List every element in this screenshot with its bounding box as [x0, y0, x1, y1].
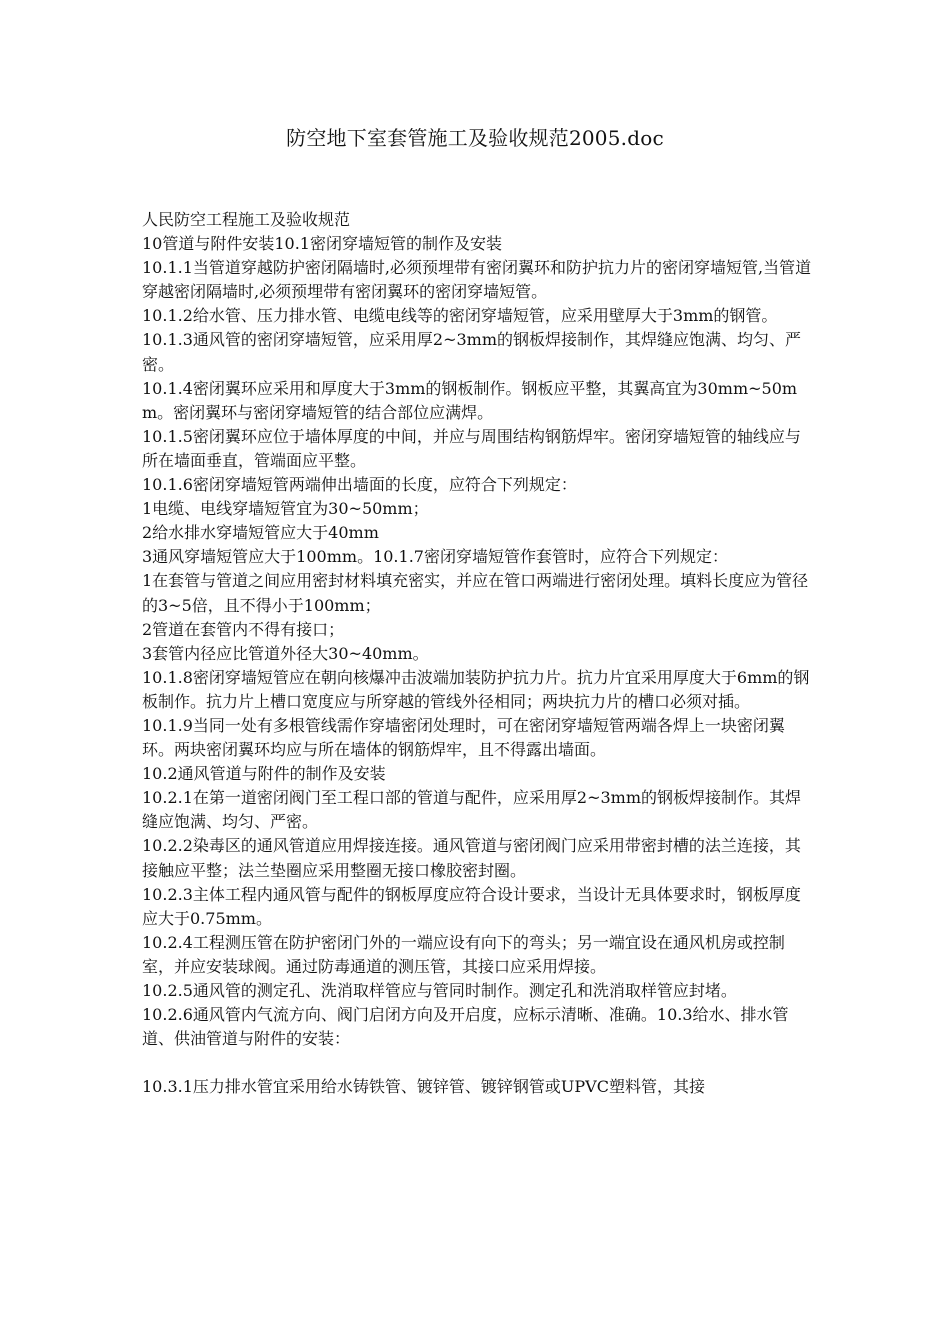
- paragraph: 10.2.5通风管的测定孔、洗消取样管应与管同时制作。测定孔和洗消取样管应封堵。: [142, 981, 737, 1000]
- paragraph: 10.1.2给水管、压力排水管、电缆电线等的密闭穿墙短管，应采用壁厚大于3mm的钢管。: [142, 306, 778, 326]
- paragraph: 10.2.6通风管内气流方向、阀门启闭方向及开启度，应标示清晰、准确。10.3给水、排水管道、供油管道与附件的安装：: [142, 1005, 789, 1049]
- paragraph: 10管道与附件安装10.1密闭穿墙短管的制作及安装: [142, 234, 502, 254]
- paragraph: 2给水排水穿墙短管应大于40mm: [142, 523, 379, 543]
- paragraph: 10.2.3主体工程内通风管与配件的钢板厚度应符合设计要求，当设计无具体要求时，钢板厚度应大于0.75mm。: [142, 884, 801, 928]
- paragraph: 10.2.1在第一道密闭阀门至工程口部的管道与配件，应采用厚2~3mm的钢板焊接制作。其焊缝应饱满、均匀、严密。: [142, 788, 802, 832]
- paragraph: 10.3.1压力排水管宜采用给水铸铁管、镀锌管、镀锌钢管或UPVC塑料管，其接: [142, 1077, 705, 1097]
- paragraph: 10.2.2染毒区的通风管道应用焊接连接。通风管道与密闭阀门应采用带密封槽的法兰连接，其接触应平整；法兰垫圈应采用整圈无接口橡胶密封圈。: [142, 836, 801, 880]
- paragraph: 1电缆、电线穿墙短管宜为30~50mm；: [142, 499, 429, 519]
- document-body: [142, 208, 812, 1099]
- document-title: 防空地下室套管施工及验收规范2005.doc: [286, 126, 664, 150]
- paragraph: 1在套管与管道之间应用密封材料填充密实，并应在管口两端进行密闭处理。填料长度应为管径的3~5倍，且不得小于100mm；: [142, 571, 809, 615]
- paragraph: 10.1.6密闭穿墙短管两端伸出墙面的长度，应符合下列规定：: [142, 475, 577, 495]
- paragraph: 2管道在套管内不得有接口；: [142, 619, 345, 639]
- paragraph: 10.2通风管道与附件的制作及安装: [142, 764, 386, 784]
- paragraph: 10.1.5密闭翼环应位于墙体厚度的中间，并应与周围结构钢筋焊牢。密闭穿墙短管的轴线应与所在墙面垂直，管端面应平整。: [142, 426, 801, 470]
- paragraph: 10.1.3通风管的密闭穿墙短管，应采用厚2~3mm的钢板焊接制作，其焊缝应饱满、均匀、严密。: [142, 330, 802, 374]
- paragraph: 10.1.8密闭穿墙短管应在朝向核爆冲击波端加装防护抗力片。抗力片宜采用厚度大于6mm的钢板制作。抗力片上槽口宽度应与所穿越的管线外径相同；两块抗力片的槽口必须对插。: [142, 667, 810, 711]
- blank-line: [142, 1051, 812, 1075]
- paragraph: 10.2.4工程测压管在防护密闭门外的一端应设有向下的弯头；另一端宜设在通风机房或控制室，并应安装球阀。通过防毒通道的测压管，其接口应采用焊接。: [142, 932, 785, 976]
- paragraph: 10.1.9当同一处有多根管线需作穿墙密闭处理时，可在密闭穿墙短管两端各焊上一块密闭翼环。两块密闭翼环均应与所在墙体的钢筋焊牢，且不得露出墙面。: [142, 715, 785, 760]
- paragraph: 人民防空工程施工及验收规范: [142, 210, 351, 229]
- paragraph: 10.1.1当管道穿越防护密闭隔墙时,必须预埋带有密闭翼环和防护抗力片的密闭穿墙短管,当管道穿越密闭隔墙时,必须预埋带有密闭翼环的密闭穿墙短管。: [142, 258, 812, 302]
- paragraph: 10.1.4密闭翼环应采用和厚度大于3mm的钢板制作。钢板应平整，其翼高宜为30mm~50mm。密闭翼环与密闭穿墙短管的结合部位应满焊。: [142, 378, 798, 422]
- paragraph: 3套管内径应比管道外径大30~40mm。: [142, 643, 429, 663]
- paragraph: 3通风穿墙短管应大于100mm。10.1.7密闭穿墙短管作套管时，应符合下列规定：: [142, 547, 728, 567]
